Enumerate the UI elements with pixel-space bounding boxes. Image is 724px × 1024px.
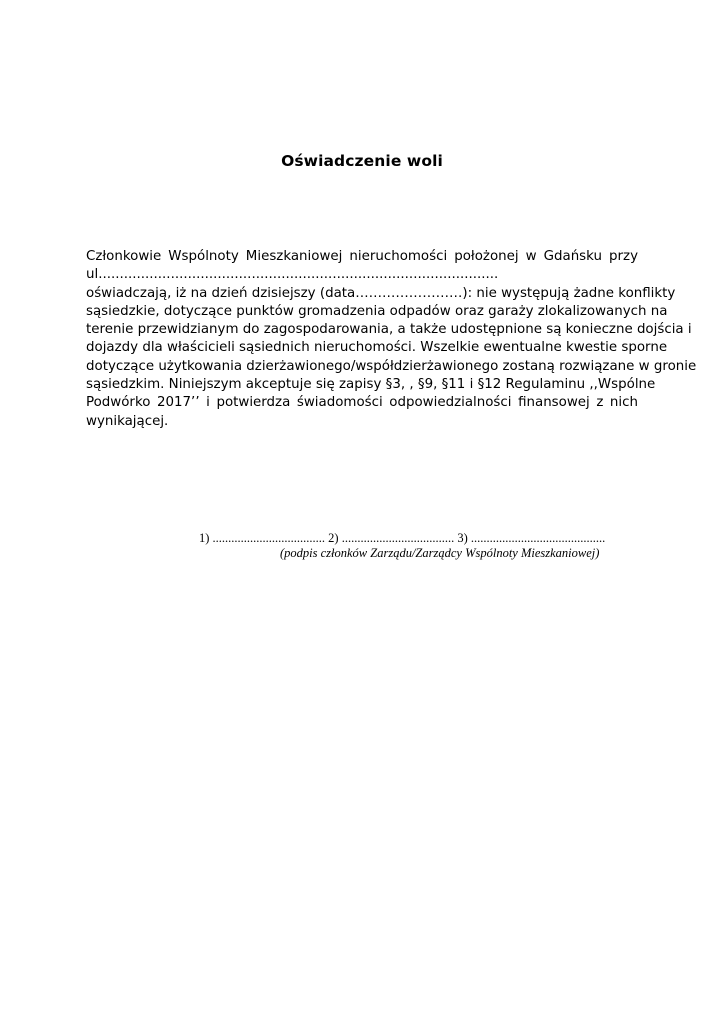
body-line: dojazdy dla właścicieli sąsiednich nieruchomości. Wszelkie ewentualne kwestie sporne	[86, 340, 668, 356]
body-line: oświadczają, iż na dzień dzisiejszy (data……………………): nie występują żadne konflikty	[86, 285, 676, 301]
body-line: terenie przewidzianym do zagospodarowania, a także udostępnione są konieczne dojścia i	[86, 322, 692, 338]
document-title: Oświadczenie woli	[281, 152, 443, 170]
body-line: sąsiedzkie, dotyczące punktów gromadzenia odpadów oraz garaży zlokalizowanych na	[86, 303, 668, 319]
body-line: ul..............................................................................................	[86, 267, 499, 283]
body-line: sąsiedzkim. Niniejszym akceptuje się zapisy §3, , §9, §11 i §12 Regulaminu ,,Wspólne	[86, 377, 656, 393]
signature-caption: (podpis członków Zarządu/Zarządcy Wspólnoty Mieszkaniowej)	[280, 546, 600, 560]
body-line: Podwórko 2017’’ i potwierdza świadomości odpowiedzialności finansowej z nich	[86, 395, 638, 411]
body-line: Członkowie Wspólnoty Mieszkaniowej nieruchomości położonej w Gdańsku przy	[86, 249, 638, 264]
body-line: wynikającej.	[86, 413, 169, 429]
signature-lines: 1) .................................... 2) .................................... 3) ...........................................	[199, 531, 606, 545]
declaration-body	[86, 248, 697, 431]
body-line: dotyczące użytkowania dzierżawionego/współdzierżawionego zostaną rozwiązane w gronie	[86, 358, 697, 374]
